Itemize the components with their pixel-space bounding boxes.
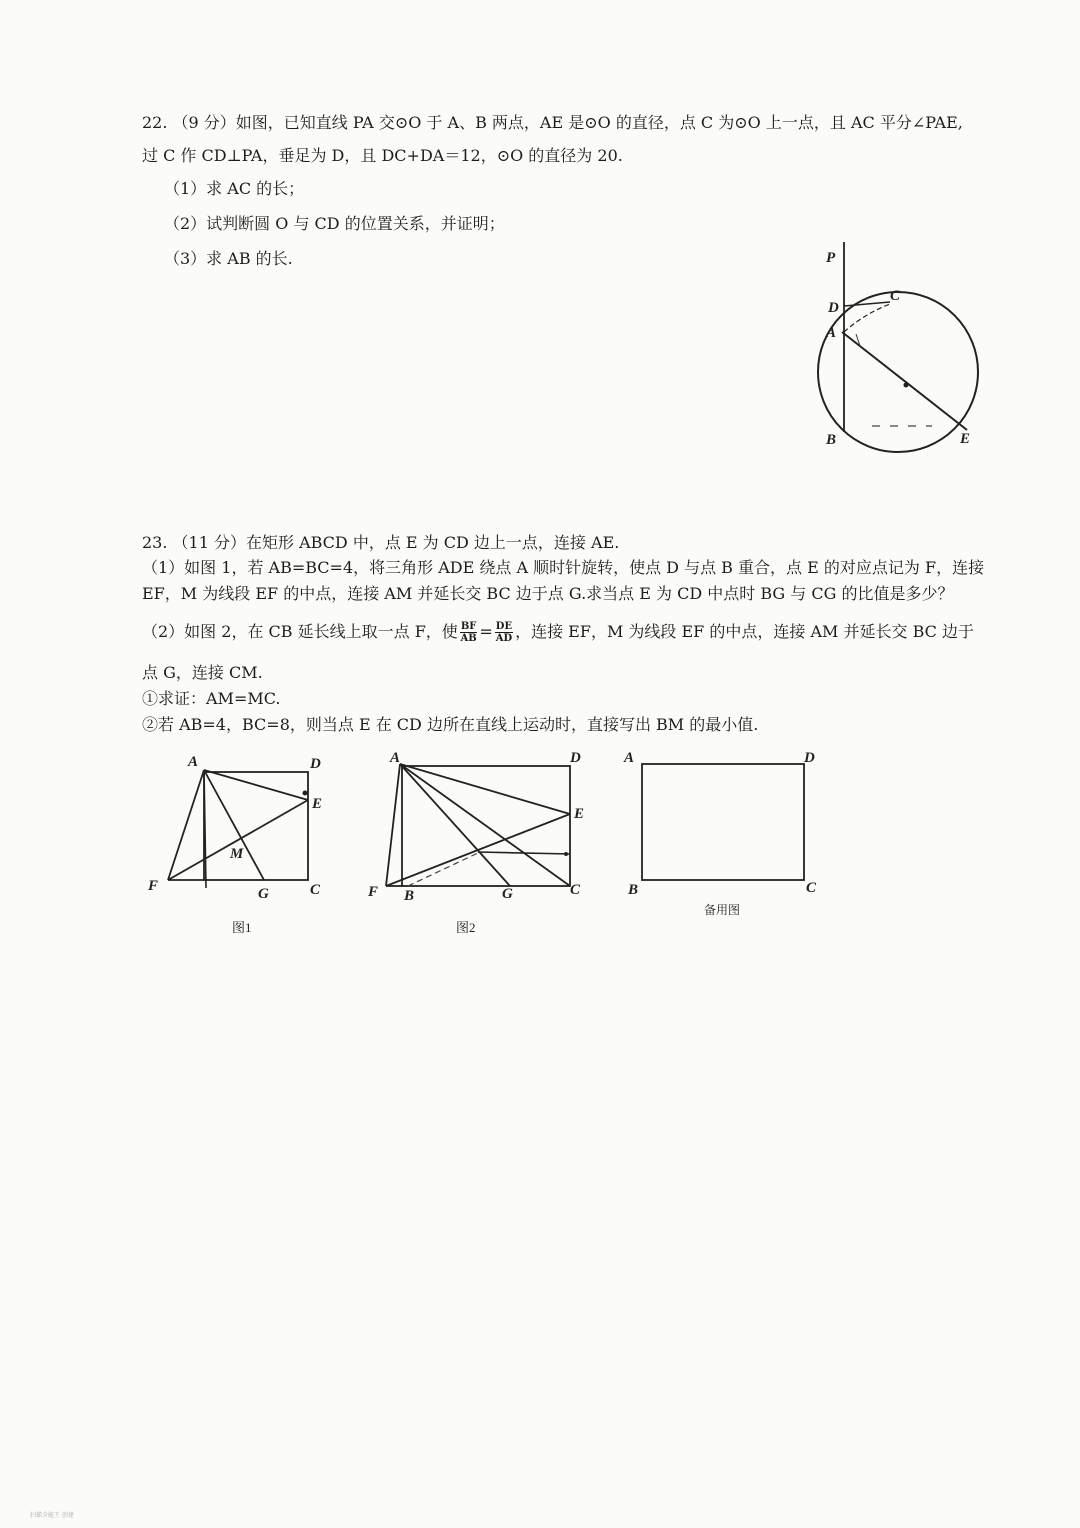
segment-dc <box>844 302 890 306</box>
fig3-label-d: D <box>804 750 815 766</box>
frac1-denominator: AB <box>460 633 477 644</box>
fig2-label-f: F <box>368 884 379 900</box>
label-c: C <box>890 288 901 304</box>
fig3-label-b: B <box>628 882 639 898</box>
part2-prefix: （2）如图 2，在 CB 延长线上取一点 F，使 <box>142 622 458 641</box>
frac2-numerator: DE <box>495 621 513 632</box>
fig2-caption: 图2 <box>456 920 476 935</box>
frac2-denominator: AD <box>495 633 513 644</box>
point-e-dot <box>303 791 308 796</box>
fig2-label-d: D <box>570 750 581 766</box>
segment-af <box>386 764 400 886</box>
fig1-label-m: M <box>230 846 244 862</box>
fraction-de-ad <box>495 621 513 644</box>
q23-stem: 23. （11 分）在矩形 ABCD 中，点 E 为 CD 边上一点，连接 AE. <box>142 533 620 552</box>
fig1-caption: 图1 <box>232 920 252 935</box>
center-o <box>904 383 909 388</box>
segment-ag <box>204 770 264 880</box>
spare-rect-abcd <box>642 764 804 880</box>
segment-ae <box>842 332 967 430</box>
footer-watermark: 扫描全能王 创建 <box>30 1512 74 1519</box>
frac1-numerator: BF <box>460 621 477 632</box>
q22-sub2: （2）试判断圆 O 与 CD 的位置关系，并证明； <box>164 214 505 233</box>
segment-mc <box>478 852 570 854</box>
fig1-label-a: A <box>188 754 199 770</box>
q23-part1-line1: （1）如图 1，若 AB=BC=4，将三角形 ADE 绕点 A 顺时针旋转，使点 D 与点 B 重合，点 E 的对应点记为 F，连接 <box>142 558 985 577</box>
q23-item1: ①求证：AM=MC. <box>142 689 281 708</box>
fig1-label-c: C <box>310 882 321 898</box>
fraction-bf-ab <box>460 621 478 644</box>
q22-stem-line2: 过 C 作 CD⊥PA，垂足为 D，且 DC+DA＝12，⊙O 的直径为 20. <box>142 146 623 165</box>
fig1-label-f: F <box>148 878 159 894</box>
q23-part2-line1 <box>142 618 974 646</box>
segment-bm-dashed <box>408 852 480 886</box>
fig2-label-c: C <box>570 882 581 898</box>
fig3-label-a: A <box>624 750 635 766</box>
q23-item2: ②若 AB=4，BC=8，则当点 E 在 CD 边所在直线上运动时，直接写出 BM 的最小值. <box>142 715 759 734</box>
label-e: E <box>960 431 971 447</box>
point-m-dot <box>564 852 568 856</box>
equals-sign: = <box>479 622 493 641</box>
fig2-label-b: B <box>404 888 415 904</box>
segment-ag <box>400 764 510 886</box>
label-d: D <box>828 300 839 316</box>
q23-figure-1 <box>140 748 340 938</box>
label-p: P <box>826 250 836 266</box>
segment-ac <box>400 764 570 886</box>
q23-part1-line2: EF，M 为线段 EF 的中点，连接 AM 并延长交 BC 边于点 G.求当点 E 为 CD 中点时 BG 与 CG 的比值是多少？ <box>142 584 954 603</box>
q23-spare-figure <box>618 742 828 922</box>
fig3-caption: 备用图 <box>704 903 741 917</box>
fig1-label-d: D <box>310 756 321 772</box>
segment-ae <box>400 764 570 814</box>
q22-stem-line1: 22. （9 分）如图，已知直线 PA 交⊙O 于 A、B 两点，AE 是⊙O 的直径，点 C 为⊙O 上一点，且 AC 平分∠PAE, <box>142 113 963 132</box>
q23-part2-line2: 点 G，连接 CM. <box>142 663 263 682</box>
label-a: A <box>826 325 837 341</box>
fig3-label-c: C <box>806 880 817 896</box>
fig2-label-e: E <box>574 806 585 822</box>
q22-sub3: （3）求 AB 的长. <box>164 249 293 268</box>
q22-sub1: （1）求 AC 的长； <box>164 179 305 198</box>
part2-suffix: ，连接 EF，M 为线段 EF 的中点，连接 AM 并延长交 BC 边于 <box>515 622 974 641</box>
fig1-label-g: G <box>258 886 269 902</box>
fig2-label-g: G <box>502 886 513 902</box>
fig1-label-e: E <box>312 796 323 812</box>
segment-ef <box>168 800 308 880</box>
q22-circle-figure <box>812 238 992 474</box>
label-b: B <box>826 432 837 448</box>
segment-ae <box>204 770 308 800</box>
q23-figure-2 <box>360 742 600 938</box>
circle-o <box>818 292 978 452</box>
fig2-label-a: A <box>390 750 401 766</box>
